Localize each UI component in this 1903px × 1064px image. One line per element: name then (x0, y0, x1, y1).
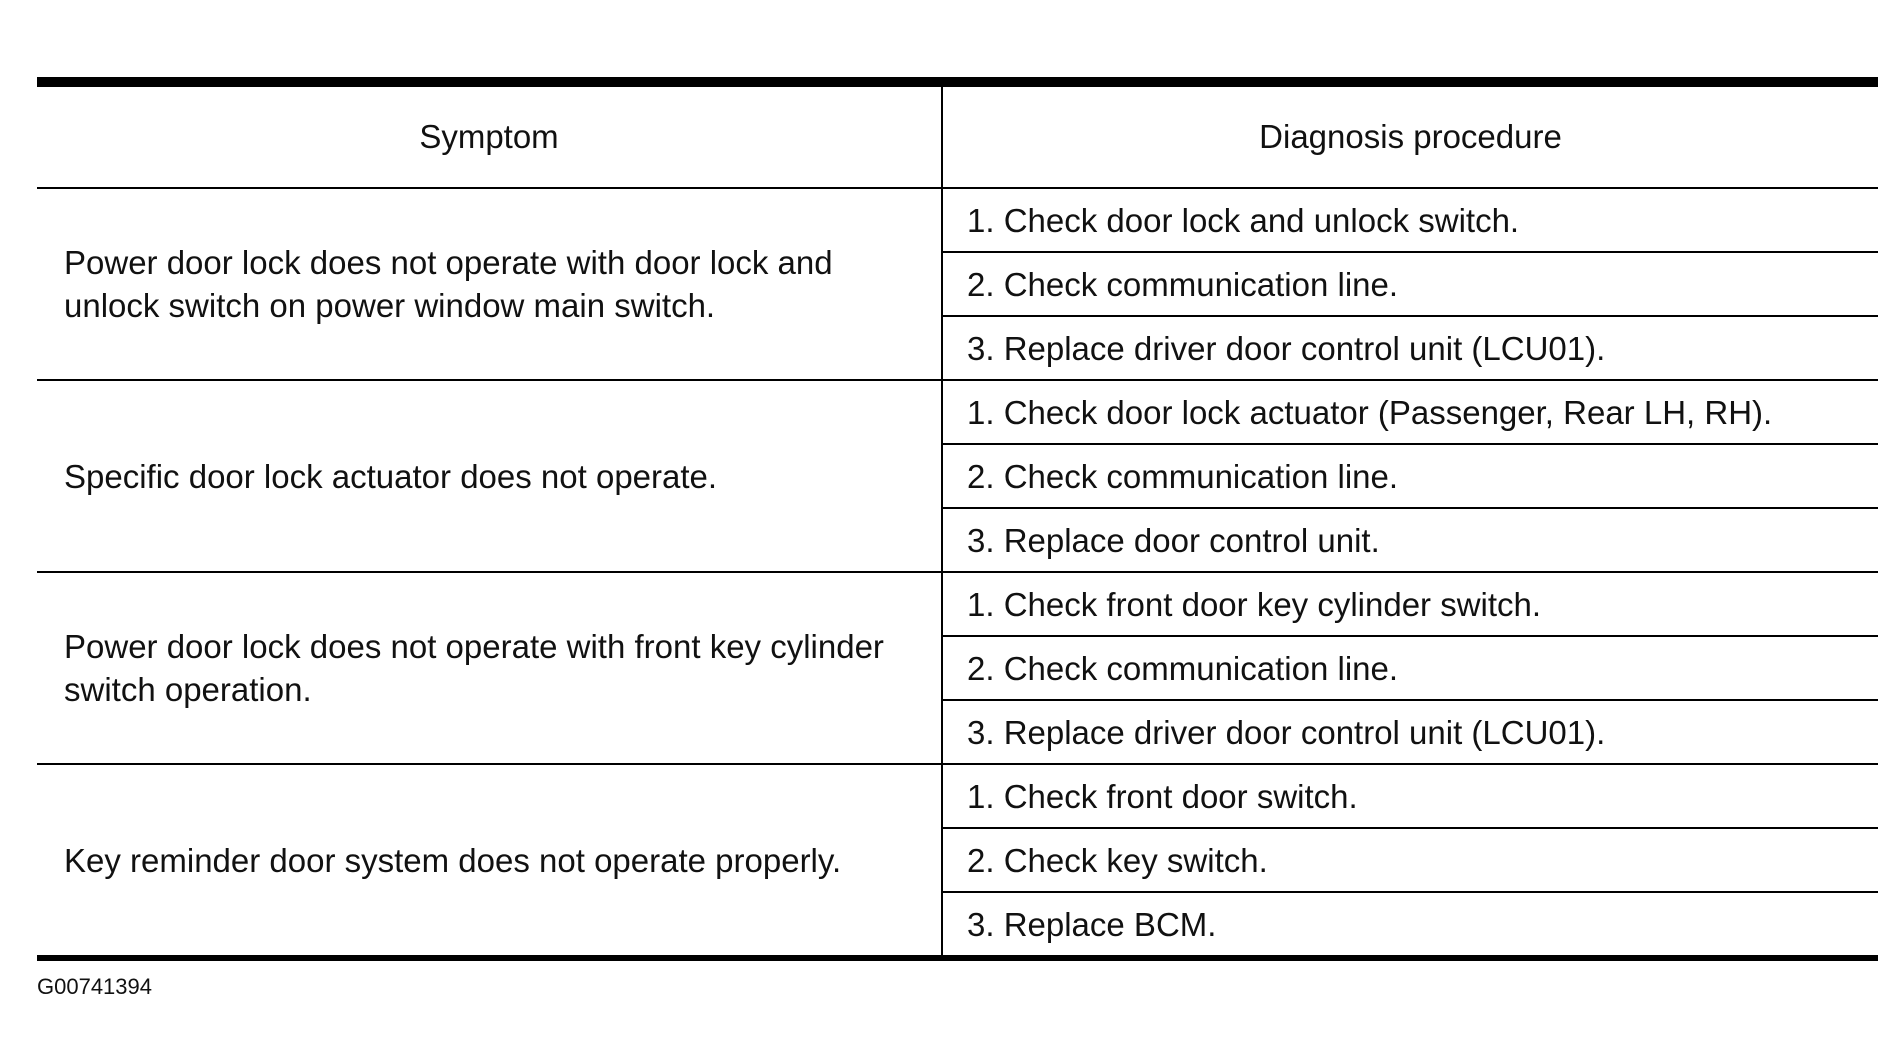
procedure-step: 2. Check key switch. (942, 828, 1878, 892)
figure-code: G00741394 (37, 974, 152, 999)
procedure-step: 2. Check communication line. (942, 252, 1878, 316)
procedure-step: 3. Replace door control unit. (942, 508, 1878, 572)
procedure-step: 1. Check front door key cylinder switch. (942, 572, 1878, 636)
procedure-step: 1. Check door lock actuator (Passenger, Rear LH, RH). (942, 380, 1878, 444)
header-row (37, 82, 1878, 188)
procedure-step: 2. Check communication line. (942, 444, 1878, 508)
procedure-step: 1. Check front door switch. (942, 764, 1878, 828)
symptom-cell: Key reminder door system does not operate properly. (37, 764, 942, 958)
symptom-cell: Specific door lock actuator does not operate. (37, 380, 942, 572)
diagnosis-document (37, 77, 1878, 961)
procedure-step: 1. Check door lock and unlock switch. (942, 188, 1878, 252)
diagnosis-table (37, 77, 1878, 961)
symptom-cell: Power door lock does not operate with door lock and unlock switch on power window main switch. (37, 188, 942, 380)
table-row (37, 188, 1878, 252)
procedure-step: 3. Replace driver door control unit (LCU01). (942, 316, 1878, 380)
table-row (37, 764, 1878, 828)
table-row (37, 380, 1878, 444)
procedure-step: 3. Replace driver door control unit (LCU01). (942, 700, 1878, 764)
procedure-column-header: Diagnosis procedure (942, 82, 1878, 188)
table-row (37, 572, 1878, 636)
symptom-column-header: Symptom (37, 82, 942, 188)
symptom-cell: Power door lock does not operate with front key cylinder switch operation. (37, 572, 942, 764)
procedure-step: 2. Check communication line. (942, 636, 1878, 700)
procedure-step: 3. Replace BCM. (942, 892, 1878, 958)
